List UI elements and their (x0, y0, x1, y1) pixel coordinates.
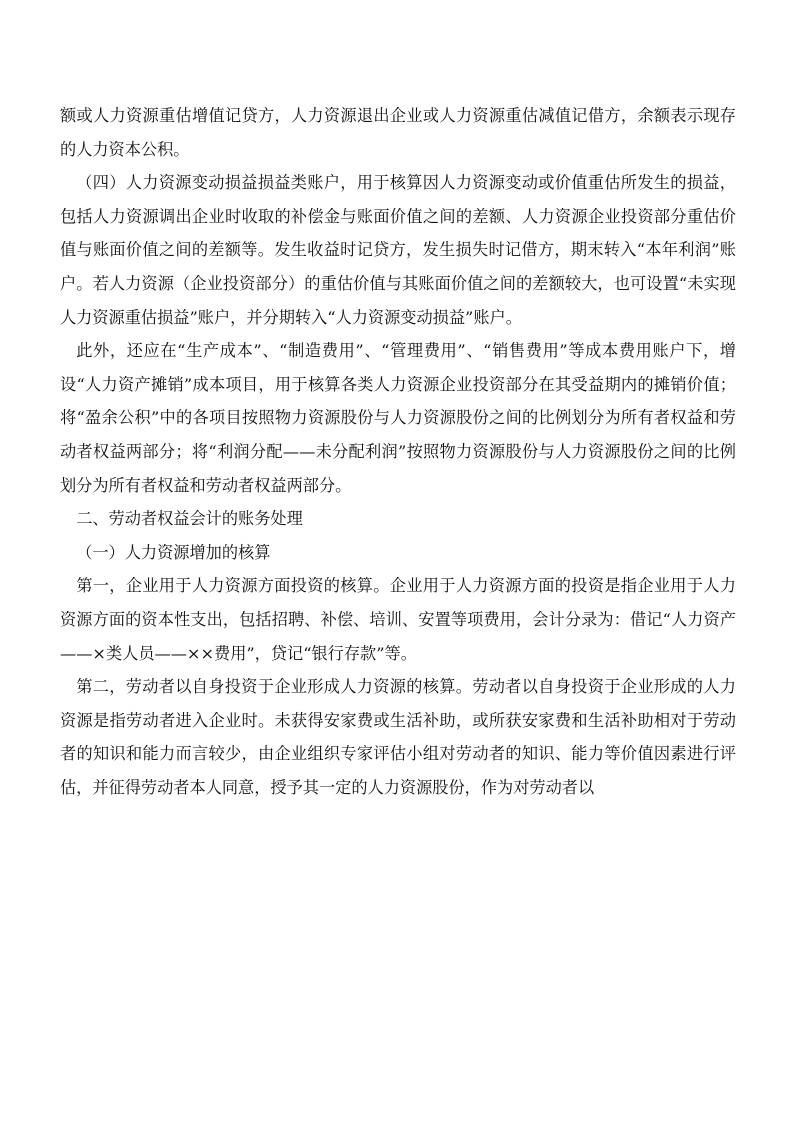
paragraph-account-four: （四）人力资源变动损益损益类账户，用于核算因人力资源变动或价值重估所发生的损益，包括人力资源调出企业时收取的补偿金与账面价值之间的差额、人力资源企业投资部分重估价值与账面价值之间的差额等。发生收益时记贷方，发生损失时记借方，期末转入“本年利润”账户。若人力资源（企业投资部分）的重估价值与其账面价值之间的差额较大，也可设置“未实现人力资源重估损益”账户，并分期转入“人力资源变动损益”账户。 (60, 173, 736, 327)
section-heading-two: 二、劳动者权益会计的账务处理 (76, 509, 303, 529)
subsection-heading-one: （一）人力资源增加的核算 (76, 542, 271, 562)
paragraph-first: 第一，企业用于人力资源方面投资的核算。企业用于人力资源方面的投资是指企业用于人力资源方面的资本性支出，包括招聘、补偿、培训、安置等项费用，会计分录为：借记“人力资产——×类人员——××费用”，贷记“银行存款”等。 (60, 576, 736, 663)
paragraph-second: 第二，劳动者以自身投资于企业形成人力资源的核算。劳动者以自身投资于企业形成的人力资源是指劳动者进入企业时。未获得安家费或生活补助，或所获安家费和生活补助相对于劳动者的知识和能力而言较少，由企业组织专家评估小组对劳动者的知识、能力等价值因素进行评估，并征得劳动者本人同意，授予其一定的人力资源股份，作为对劳动者以 (60, 677, 736, 797)
body-text (60, 99, 736, 804)
paragraph-additional: 此外，还应在“生产成本”、“制造费用”、“管理费用”、“销售费用”等成本费用账户下，增设“人力资产摊销”成本项目，用于核算各类人力资源企业投资部分在其受益期内的摊销价值；将“盈余公积”中的各项目按照物力资源股份与人力资源股份之间的比例划分为所有者权益和劳动者权益两部分；将“利润分配——未分配利润”按照物力资源股份与人力资源股份之间的比例划分为所有者权益和劳动者权益两部分。 (60, 341, 736, 495)
paragraph-continuation: 额或人力资源重估增值记贷方，人力资源退出企业或人力资源重估减值记借方，余额表示现存的人力资本公积。 (60, 106, 736, 159)
